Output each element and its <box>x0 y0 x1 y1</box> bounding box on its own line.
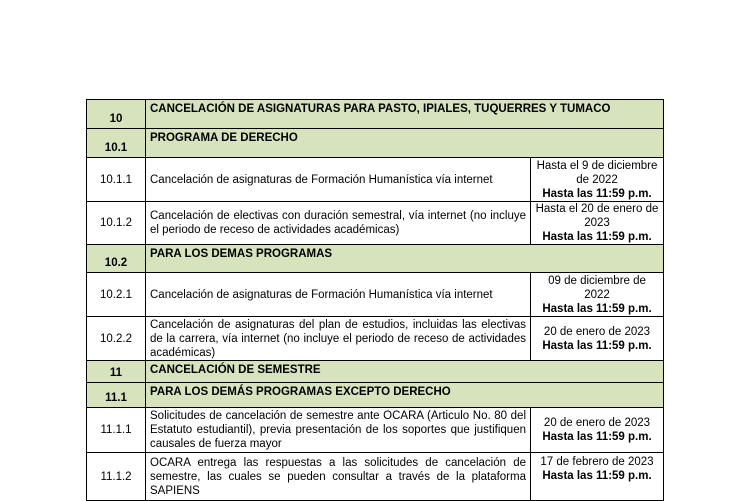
item-date: 20 de enero de 2023 <box>543 325 651 338</box>
section-number: 11 <box>87 361 146 383</box>
item-date: 20 de enero de 2023 <box>543 417 651 429</box>
item-time: Hasta las 11:59 p.m. <box>542 339 652 352</box>
section-number: 10.1 <box>87 129 146 158</box>
section-header-row <box>87 361 664 383</box>
section-header-row <box>87 245 664 273</box>
item-time: Hasta las 11:59 p.m. <box>542 302 652 315</box>
table-row <box>87 158 664 202</box>
item-number: 11.1.1 <box>87 408 146 453</box>
section-header-row <box>87 129 664 158</box>
item-number: 11.1.2 <box>87 453 146 501</box>
item-date: 09 de diciembre de 2022 <box>548 274 646 301</box>
item-date-cell <box>531 273 664 317</box>
item-date-cell <box>531 317 664 361</box>
item-date: 17 de febrero de 2023 <box>540 456 654 468</box>
item-number: 10.2.1 <box>87 273 146 317</box>
item-time: Hasta las 11:59 p.m. <box>542 231 652 243</box>
section-number: 10.2 <box>87 245 146 273</box>
section-title: CANCELACIÓN DE SEMESTRE <box>146 361 664 383</box>
item-date-cell <box>531 158 664 202</box>
section-number: 11.1 <box>87 383 146 408</box>
item-time: Hasta las 11:59 p.m. <box>542 431 652 443</box>
section-title: PARA LOS DEMÁS PROGRAMAS EXCEPTO DERECHO <box>146 383 664 408</box>
section-header-row <box>87 100 664 129</box>
item-time: Hasta las 11:59 p.m. <box>542 187 652 200</box>
table-row <box>87 453 664 501</box>
item-date-cell <box>531 202 664 245</box>
item-description: Solicitudes de cancelación de semestre ante OCARA (Articulo No. 80 del Estatuto estudiantil), previa presentación de los soportes que justifiquen causales de fuerza mayor <box>146 408 531 453</box>
item-number: 10.2.2 <box>87 317 146 361</box>
section-header-row <box>87 383 664 408</box>
item-number: 10.1.1 <box>87 158 146 202</box>
table-row <box>87 317 664 361</box>
section-title: PARA LOS DEMAS PROGRAMAS <box>146 245 664 273</box>
item-description: Cancelación de electivas con duración semestral, vía internet (no incluye el periodo de receso de actividades académicas) <box>146 202 531 245</box>
item-date: Hasta el 9 de diciembre de 2022 <box>536 159 658 186</box>
item-number: 10.1.2 <box>87 202 146 245</box>
item-date-cell <box>531 453 664 501</box>
item-description: Cancelación de asignaturas de Formación Humanística vía internet <box>146 273 531 317</box>
table-row <box>87 408 664 453</box>
item-description: Cancelación de asignaturas del plan de estudios, incluidas las electivas de la carrera, vía internet (no incluye el periodo de receso de actividades académicas) <box>146 317 531 361</box>
item-description: Cancelación de asignaturas de Formación Humanística vía internet <box>146 158 531 202</box>
section-number: 10 <box>87 100 146 129</box>
calendar-table <box>86 99 664 501</box>
item-date-cell <box>531 408 664 453</box>
section-title: CANCELACIÓN DE ASIGNATURAS PARA PASTO, IPIALES, TUQUERRES Y TUMACO <box>146 100 664 129</box>
item-date: Hasta el 20 de enero de 2023 <box>535 203 659 229</box>
item-time: Hasta las 11:59 p.m. <box>542 470 652 482</box>
section-title: PROGRAMA DE DERECHO <box>146 129 664 158</box>
item-description: OCARA entrega las respuestas a las solicitudes de cancelación de semestre, las cuales se pueden consultar a través de la plataforma SAPIENS <box>146 453 531 501</box>
table-row <box>87 202 664 245</box>
table-row <box>87 273 664 317</box>
